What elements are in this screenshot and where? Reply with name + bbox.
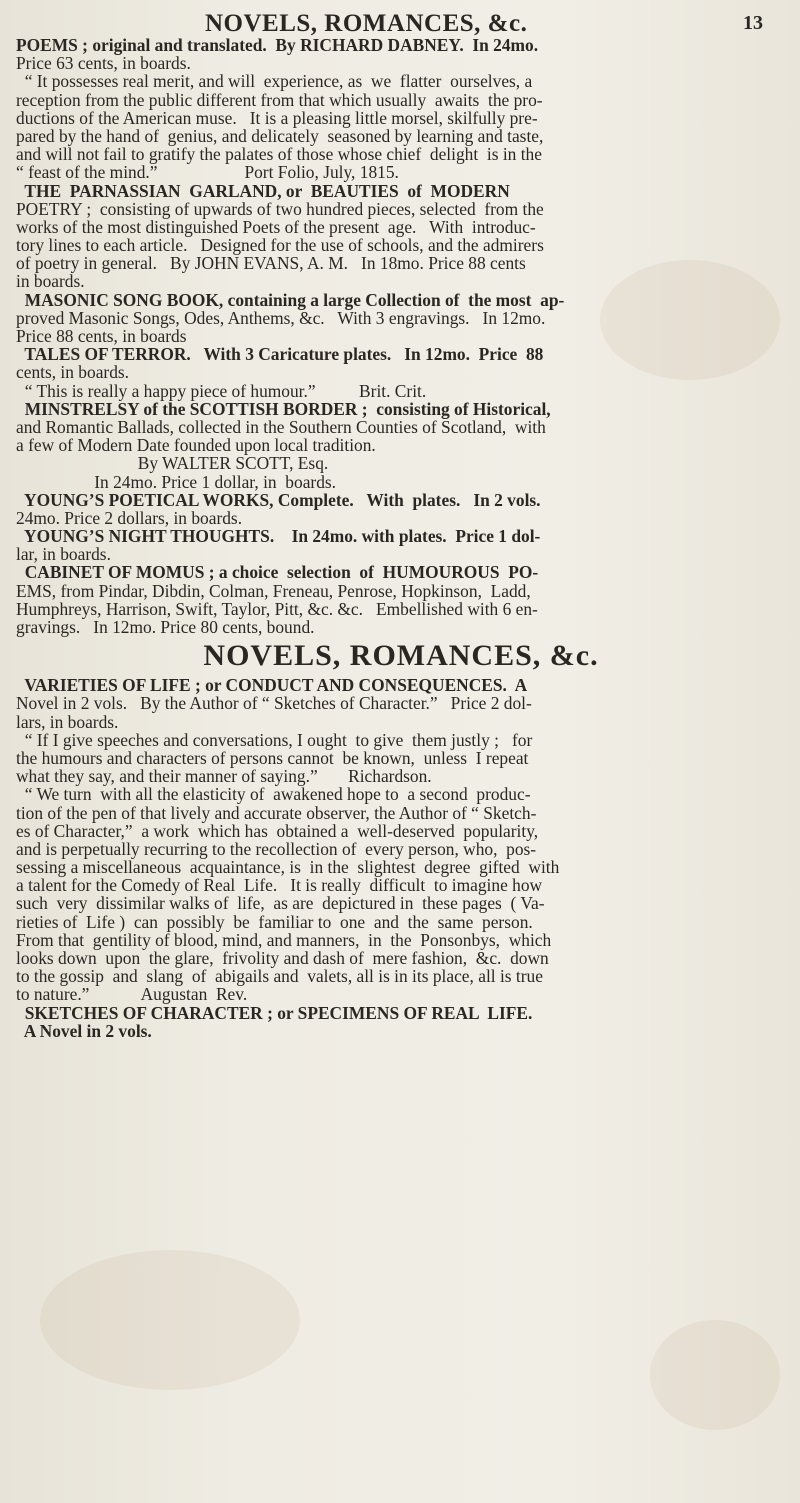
text-line: such very dissimilar walks of life, as are depictured in these pages ( Va- [16, 893, 545, 914]
text-line: reception from the public different from that which usually awaits the pro- [16, 89, 543, 110]
text-line: Novel in 2 vols. By the Author of “ Sketches of Character.” Price 2 dol- [16, 693, 532, 714]
blank-page-area [0, 1100, 800, 1503]
text-line: ductions of the American muse. It is a pleasing little morsel, skilfully pre- [16, 107, 538, 128]
text-line: TALES OF TERROR. With 3 Caricature plates. In 12mo. Price 88 [16, 344, 544, 365]
text-line: CABINET OF MOMUS ; a choice selection of HUMOUROUS PO- [16, 562, 539, 583]
text-line: lar, in boards. [16, 544, 111, 565]
text-line: and is perpetually recurring to the recollection of every person, who, pos- [16, 838, 537, 859]
text-line: POETRY ; consisting of upwards of two hundred pieces, selected from the [16, 198, 544, 219]
text-line: of poetry in general. By JOHN EVANS, A. M. In 18mo. Price 88 cents [16, 253, 526, 274]
text-line: cents, in boards. [16, 362, 130, 383]
text-line: a talent for the Comedy of Real Life. It is really difficult to imagine how [16, 875, 543, 896]
text-line: lars, in boards. [16, 711, 119, 732]
text-line: “ This is really a happy piece of humour.” Brit. Crit. [16, 380, 427, 401]
text-line: THE PARNASSIAN GARLAND, or BEAUTIES of MODERN [16, 180, 510, 201]
text-line: and will not fail to gratify the palates of those whose chief delight is in the [16, 144, 542, 165]
text-line: YOUNG’S POETICAL WORKS, Complete. With plates. In 2 vols. [16, 489, 541, 510]
text-line: MINSTRELSY of the SCOTTISH BORDER ; consisting of Historical, [16, 398, 551, 419]
text-line: “ We turn with all the elasticity of awakened hope to a second produc- [16, 784, 531, 805]
text-line: “ It possesses real merit, and will experience, as we flatter ourselves, a [16, 71, 533, 92]
text-line: “ If I give speeches and conversations, I ought to give them justly ; for [16, 729, 533, 750]
text-line: A Novel in 2 vols. [16, 1020, 152, 1041]
text-line: tion of the pen of that lively and accurate observer, the Author of “ Sketch- [16, 802, 537, 823]
text-line: proved Masonic Songs, Odes, Anthems, &c. With 3 engravings. In 12mo. [16, 307, 546, 328]
text-line: SKETCHES OF CHARACTER ; or SPECIMENS OF REAL LIFE. [16, 1002, 533, 1023]
text-line: MASONIC SONG BOOK, containing a large Collection of the most ap- [16, 289, 565, 310]
page-number: 13 [743, 12, 763, 34]
text-line: pared by the hand of genius, and delicately seasoned by learning and taste, [16, 125, 544, 146]
text-line: works of the most distinguished Poets of the present age. With introduc- [16, 216, 536, 237]
text-line: Price 63 cents, in boards. [16, 53, 191, 74]
text-line: POEMS ; original and translated. By RICHARD DABNEY. In 24mo. [16, 35, 539, 55]
text-line: in boards. [16, 271, 85, 292]
text-line: By WALTER SCOTT, Esq. [16, 453, 329, 474]
text-line: 24mo. Price 2 dollars, in boards. [16, 507, 243, 528]
text-line: Price 88 cents, in boards [16, 326, 187, 346]
text-line: a few of Modern Date founded upon local tradition. [16, 435, 376, 456]
text-line: Humphreys, Harrison, Swift, Taylor, Pitt, &c. &c. Embellished with 6 en- [16, 598, 538, 619]
text-line: es of Character,” a work which has obtained a well-deserved popularity, [16, 820, 539, 841]
text-line: From that gentility of blood, mind, and manners, in the Ponsonbys, which [16, 929, 552, 950]
text-line: and Romantic Ballads, collected in the Southern Counties of Scotland, with [16, 416, 546, 437]
text-line: EMS, from Pindar, Dibdin, Colman, Freneau, Penrose, Hopkinson, Ladd, [16, 580, 531, 601]
catalogue-text [16, 36, 786, 1040]
page-header [0, 4, 800, 38]
text-line: sessing a miscellaneous acquaintance, is in the slightest degree gifted with [16, 857, 560, 878]
text-line: looks down upon the glare, frivolity and dash of mere fashion, &c. down [16, 948, 549, 968]
text-line: gravings. In 12mo. Price 80 cents, bound. [16, 617, 315, 637]
text-line: In 24mo. Price 1 dollar, in boards. [16, 471, 337, 492]
text-line: “ feast of the mind.” Port Folio, July, 1815. [16, 162, 399, 183]
text-line: the humours and characters of persons cannot be known, unless I repeat [16, 747, 529, 768]
text-line: rieties of Life ) can possibly be familiar to one and the same person. [16, 911, 533, 932]
text-line: YOUNG’S NIGHT THOUGHTS. In 24mo. with plates. Price 1 dol- [16, 526, 541, 547]
text-line: to nature.” Augustan Rev. [16, 984, 248, 1005]
text-line: tory lines to each article. Designed for the use of schools, and the admirers [16, 235, 544, 256]
section-heading: NOVELS, ROMANCES, &c. [203, 639, 599, 673]
text-line: to the gossip and slang of abigails and valets, all is in its place, all is true [16, 966, 543, 987]
text-line: VARIETIES OF LIFE ; or CONDUCT AND CONSEQUENCES. A [16, 675, 528, 696]
text-line: what they say, and their manner of saying.” Richardson. [16, 766, 432, 787]
running-title: NOVELS, ROMANCES, &c. [205, 10, 528, 37]
